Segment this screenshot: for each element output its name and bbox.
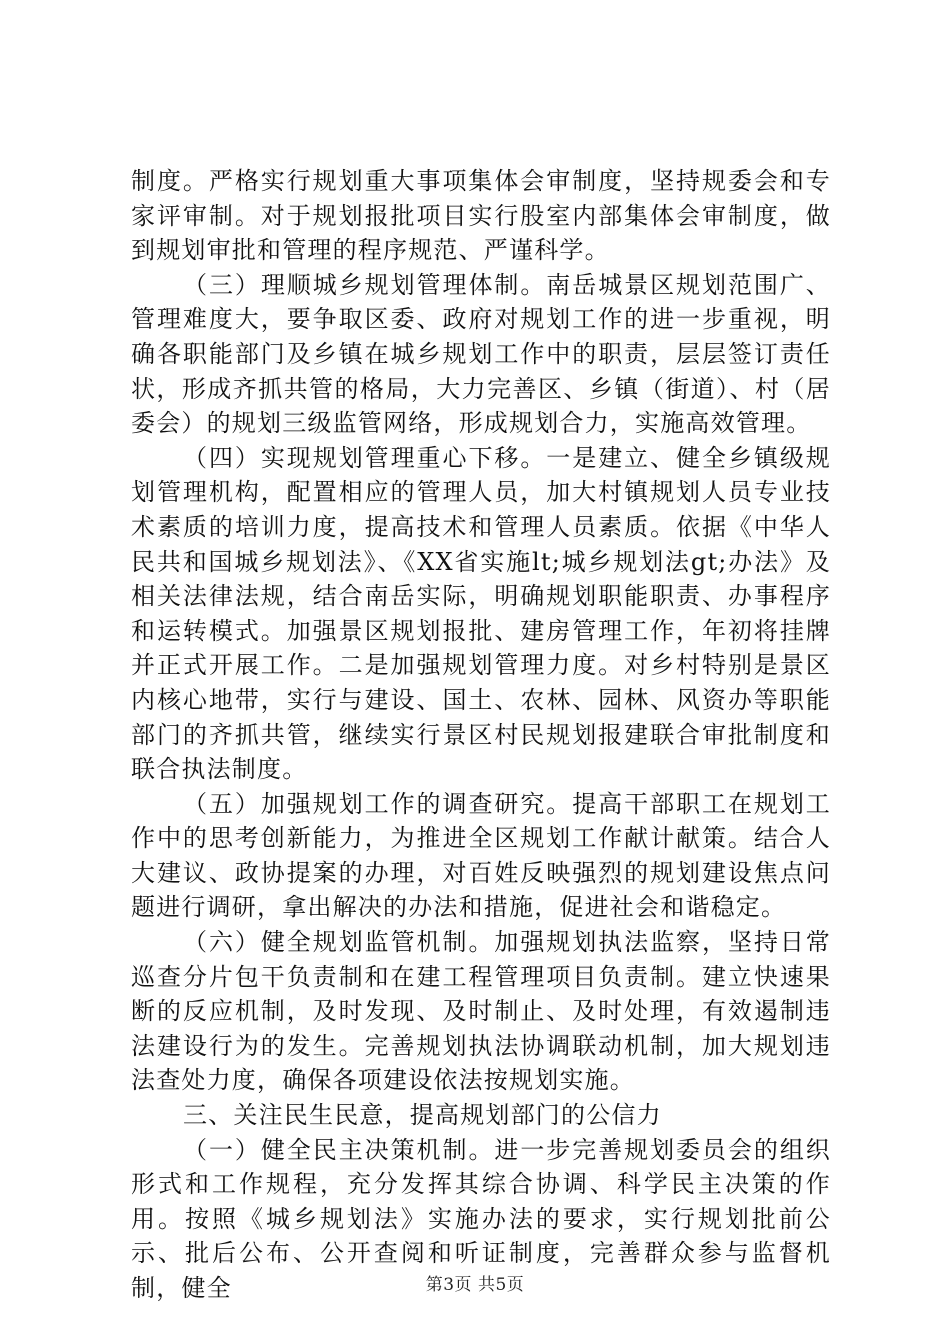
paragraph-subsection-1: （一）健全民主决策机制。进一步完善规划委员会的组织形式和工作规程，充分发挥其综合协调、科学民主决策的作用。按照《城乡规划法》实施办法的要求，实行规划批前公示、批后公布、公开查阅和听证制度，完善群众参与监督机制，健全 (131, 1135, 831, 1302)
page-footer: 第3页 共5页 (425, 1275, 525, 1295)
document-body (131, 164, 831, 1306)
paragraph-section-3: （三）理顺城乡规划管理体制。南岳城景区规划范围广、管理难度大，要争取区委、政府对规划工作的进一步重视，明确各职能部门及乡镇在城乡规划工作中的职责，层层签订责任状，形成齐抓共管的格局，大力完善区、乡镇（街道）、村（居委会）的规划三级监管网络，形成规划合力，实施高效管理。 (131, 270, 831, 438)
paragraph-continuation: 制度。严格实行规划重大事项集体会审制度，坚持规委会和专家评审制。对于规划报批项目实行股室内部集体会审制度，做到规划审批和管理的程序规范、严谨科学。 (131, 167, 831, 265)
paragraph-section-5: （五）加强规划工作的调查研究。提高干部职工在规划工作中的思考创新能力，为推进全区规划工作献计献策。结合人大建议、政协提案的办理，对百姓反映强烈的规划建设焦点问题进行调研，拿出解决的办法和措施，促进社会和谐稳定。 (131, 789, 831, 922)
paragraph-section-6: （六）健全规划监管机制。加强规划执法监察，坚持日常巡查分片包干负责制和在建工程管理项目负责制。建立快速果断的反应机制，及时发现、及时制止、及时处理，有效遏制违法建设行为的发生。完善规划执法协调联动机制，加大规划违法查处力度，确保各项建设依法按规划实施。 (131, 928, 831, 1095)
section-heading: 三、关注民生民意，提高规划部门的公信力 (183, 1101, 662, 1130)
paragraph-section-4: （四）实现规划管理重心下移。一是建立、健全乡镇级规划管理机构，配置相应的管理人员，加大村镇规划人员专业技术素质的培训力度，提高技术和管理人员素质。依据《中华人民共和国城乡规划法》、《XX省实施lt;城乡规划法gt;办法》及相关法律法规，结合南岳实际，明确规划职能职责、办事程序和运转模式。加强景区规划报批、建房管理工作，年初将挂牌并正式开展工作。二是加强规划管理力度。对乡村特别是景区内核心地带，实行与建设、国土、农林、园林、风资办等职能部门的齐抓共管，继续实行景区村民规划报建联合审批制度和联合执法制度。 (131, 443, 831, 784)
